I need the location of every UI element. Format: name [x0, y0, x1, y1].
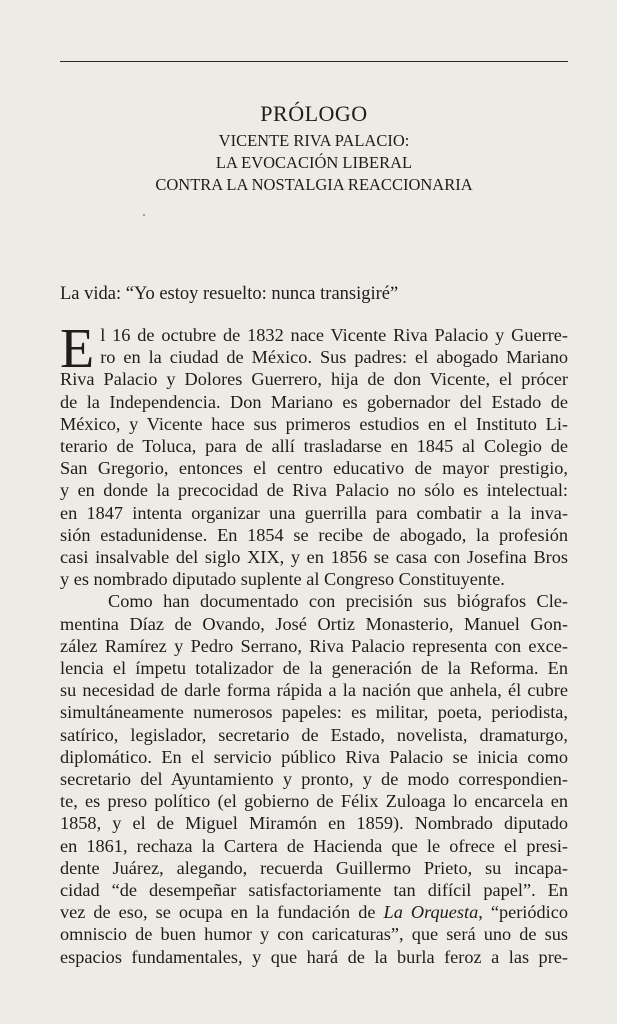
- text-line: [60, 901, 568, 923]
- text-line: diplomático. En el servicio público Riva Palacio se inicia como: [60, 746, 568, 767]
- print-speck: [143, 214, 145, 216]
- text-line: espacios fundamentales, y que hará de la burla feroz a las pre-: [60, 946, 568, 967]
- subtitle-line: LA EVOCACIÓN LIBERAL: [215, 153, 413, 172]
- text-line: San Gregorio, entonces el centro educativo de mayor prestigio,: [60, 458, 568, 479]
- text-line: lencia el ímpetu totalizador de la generación de la Reforma. En: [60, 658, 568, 679]
- text-line: cidad “de desempeñar satisfactoriamente tan difícil papel”. En: [60, 880, 568, 901]
- body-text: [60, 318, 569, 968]
- text-line: terario de Toluca, para de allí trasladarse en 1845 al Colegio de: [60, 436, 568, 457]
- text-line: casi insalvable del siglo XIX, y en 1856 se casa con Josefina Bros: [60, 547, 568, 568]
- text-line: Como han documentado con precisión sus biógrafos Cle-: [108, 591, 568, 612]
- text-line: dente Juárez, alegando, recuerda Guillermo Prieto, su incapa-: [60, 857, 568, 878]
- text-line: en 1847 intenta organizar una guerrilla para combatir a la inva-: [60, 502, 568, 523]
- text-line: satírico, legislador, secretario de Estado, novelista, dramaturgo,: [60, 724, 568, 745]
- text-fragment: vez de eso, se ocupa en la fundación de: [60, 902, 384, 923]
- section-heading: La vida: “Yo estoy resuelto: nunca transigiré”: [60, 284, 399, 304]
- text-line: te, es preso político (el gobierno de Félix Zuloaga lo encarcela en: [60, 791, 568, 812]
- text-line: su necesidad de darle forma rápida a la nación que anhela, él cubre: [60, 680, 568, 701]
- text-line: y en donde la precocidad de Riva Palacio no sólo es intelectual:: [60, 480, 568, 501]
- text-line: de la Independencia. Don Mariano es gobernador del Estado de: [60, 391, 568, 412]
- text-line: y es nombrado diputado suplente al Congreso Constituyente.: [60, 569, 505, 590]
- prologue-title: PRÓLOGO: [260, 101, 368, 126]
- text-line: sión estadunidense. En 1854 se recibe de abogado, la profesión: [60, 524, 568, 545]
- header-rule: [60, 61, 568, 62]
- text-line: Riva Palacio y Dolores Guerrero, hija de don Vicente, el prócer: [60, 369, 568, 390]
- prologue-subtitle: [60, 130, 568, 196]
- drop-cap: E: [60, 318, 95, 380]
- text-line: 1858, y el de Miguel Miramón en 1859). Nombrado diputado: [60, 813, 568, 834]
- text-line: mentina Díaz de Ovando, José Ortiz Monasterio, Manuel Gon-: [60, 613, 568, 634]
- text-line: omniscio de buen humor y con caricaturas”, que será uno de sus: [60, 924, 568, 945]
- text-line: México, y Vicente hace sus primeros estudios en el Instituto Li-: [60, 413, 568, 434]
- periodical-title: La Orquesta: [383, 902, 479, 923]
- paragraph-1: [60, 318, 568, 590]
- text-line: secretario del Ayuntamiento y pronto, y de modo correspondien-: [60, 769, 568, 790]
- text-line: en 1861, rechaza la Cartera de Hacienda que le ofrece el presi-: [60, 835, 568, 856]
- text-fragment: , “periódico: [478, 902, 569, 923]
- text-line: simultáneamente numerosos papeles: es militar, poeta, periodista,: [60, 702, 568, 723]
- subtitle-line: CONTRA LA NOSTALGIA REACCIONARIA: [155, 175, 473, 194]
- subtitle-line: VICENTE RIVA PALACIO:: [218, 131, 410, 150]
- prologue-heading-block: [60, 100, 568, 196]
- text-line: l 16 de octubre de 1832 nace Vicente Riva Palacio y Guerre-: [100, 325, 568, 345]
- text-line: zález Ramírez y Pedro Serrano, Riva Palacio representa con exce-: [60, 635, 568, 656]
- text-line: ro en la ciudad de México. Sus padres: el abogado Mariano: [100, 347, 568, 368]
- paragraph-2: [60, 590, 568, 967]
